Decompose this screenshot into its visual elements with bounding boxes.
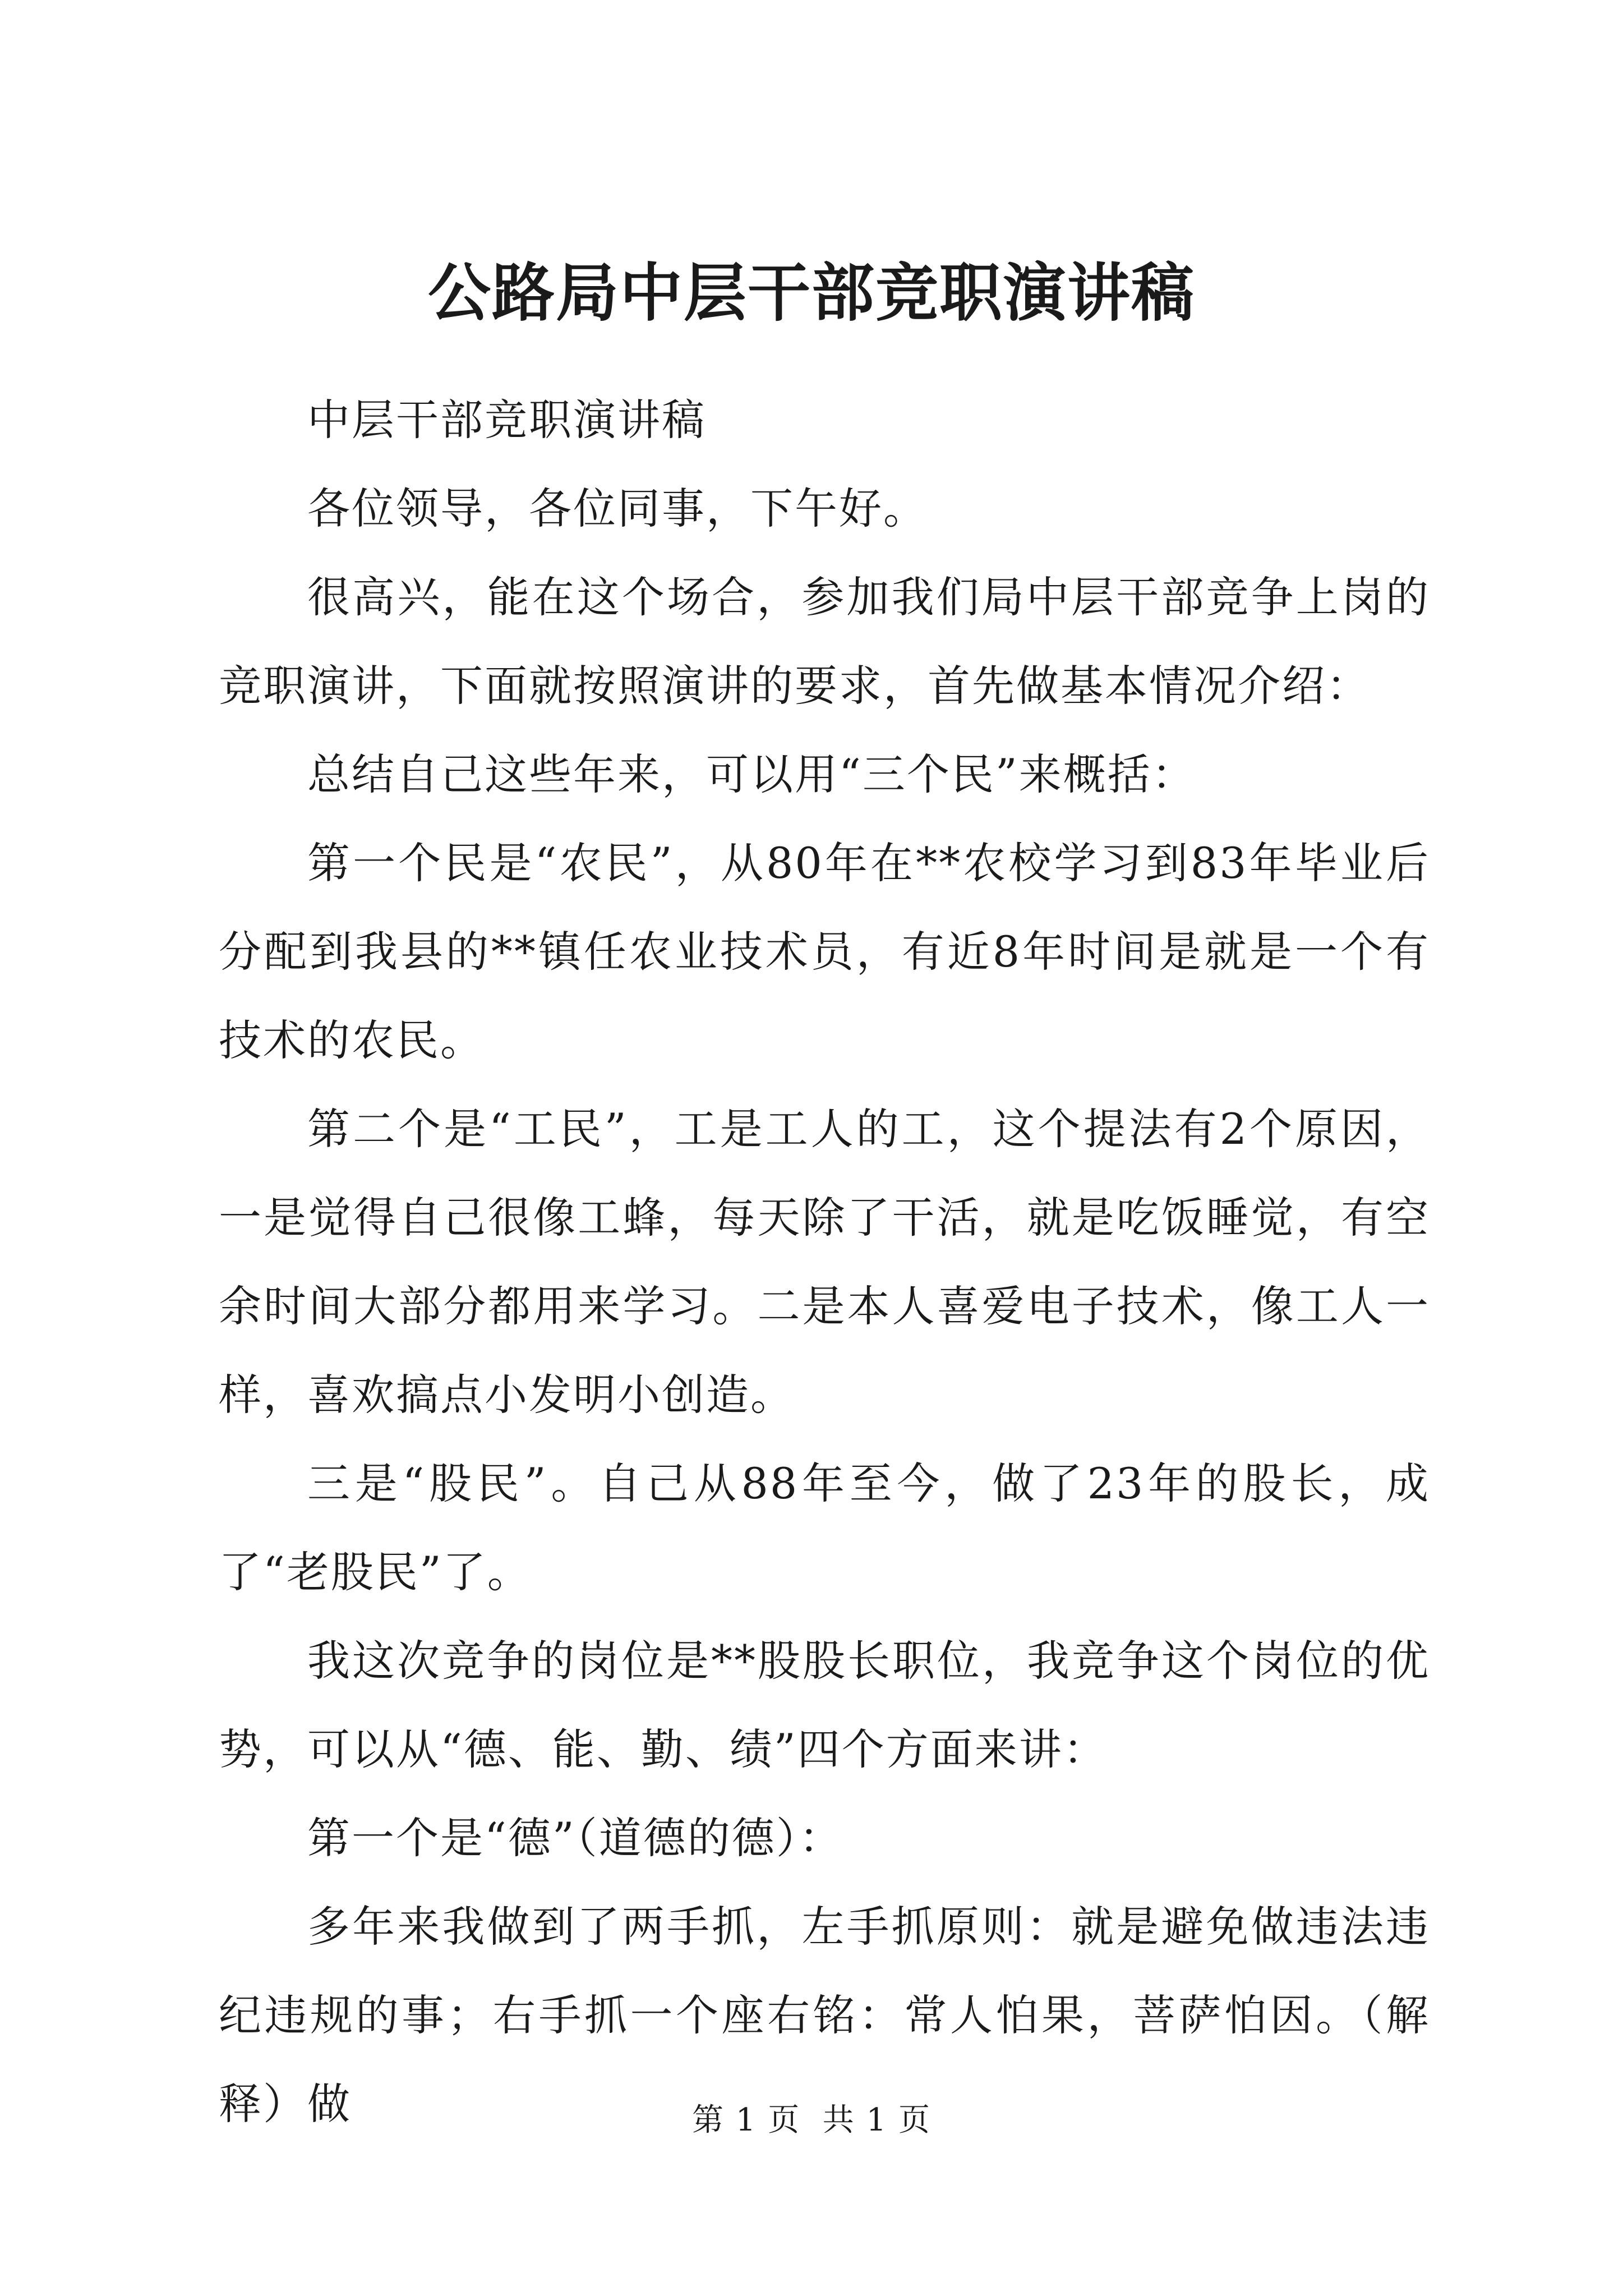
paragraph-farmer: 第一个民是“农民”，从80年在**农校学习到83年毕业后分配到我县的**镇任农业技术员，有近8年时间是就是一个有技术的农民。 [219, 838, 1430, 1065]
page-number: 第 1 页 共 1 页 [691, 2102, 932, 2138]
paragraph-morality: 多年来我做到了两手抓，左手抓原则：就是避免做违法违纪违规的事；右手抓一个座右铭：常人怕果，菩萨怕因。（解释）做 [219, 1902, 1430, 2129]
paragraph-position: 我这次竞争的岗位是**股股长职位，我竞争这个岗位的优势，可以从“德、能、勤、绩”四个方面来讲： [219, 1636, 1430, 1774]
paragraph-summary: 总结自己这些年来，可以用“三个民”来概括： [307, 749, 1196, 799]
paragraph-greeting: 各位领导，各位同事，下午好。 [307, 484, 928, 533]
paragraph-section-chief: 三是“股民”。自己从88年至今，做了23年的股长，成了“老股民”了。 [219, 1458, 1430, 1597]
document-title: 公路局中层干部竞职演讲稿 [428, 256, 1195, 330]
paragraph-morality-heading: 第一个是“德”（道德的德）： [307, 1813, 843, 1863]
paragraph-intro: 很高兴，能在这个场合，参加我们局中层干部竞争上岗的竞职演讲，下面就按照演讲的要求，首先做基本情况介绍： [219, 572, 1430, 711]
page-footer [0, 2098, 1623, 2143]
paragraph-worker: 第二个是“工民”，工是工人的工，这个提法有2个原因，一是觉得自己很像工蜂，每天除了干活，就是吃饭睡觉，有空余时间大部分都用来学习。二是本人喜爱电子技术，像工人一样，喜欢搞点小发明小创造。 [219, 1104, 1430, 1420]
document-body [219, 376, 1430, 2148]
paragraph-subtitle: 中层干部竞职演讲稿 [307, 395, 706, 445]
